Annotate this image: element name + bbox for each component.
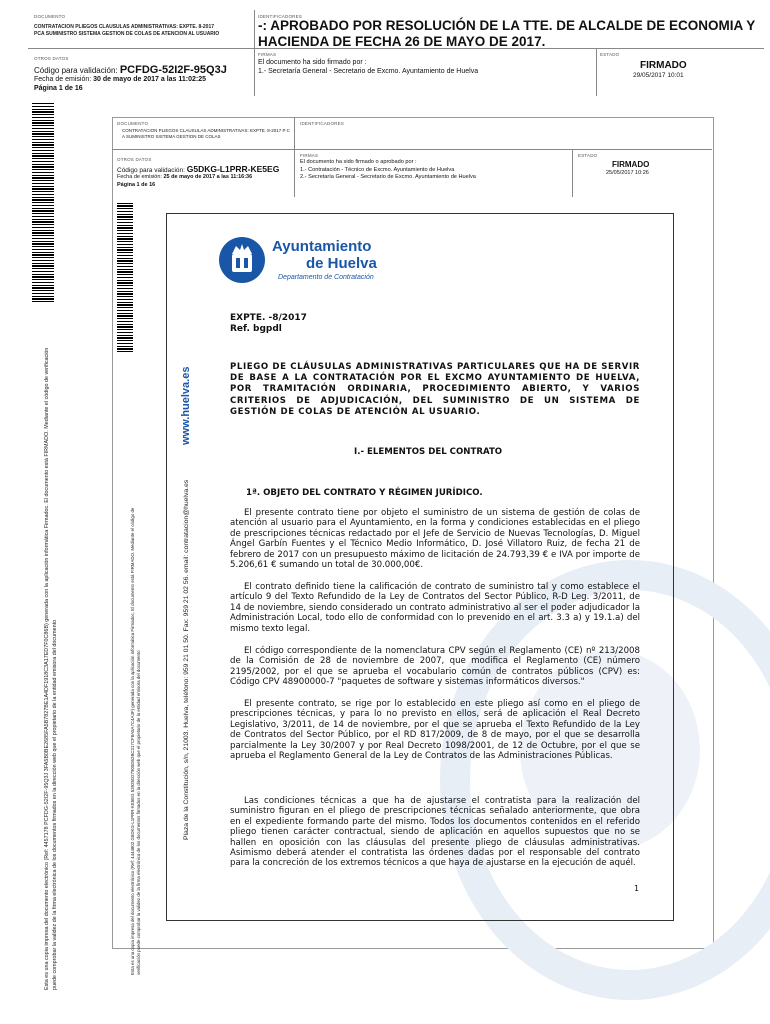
outer-side-text-2: puede comprobar la validez de la firma electrónica de los documentos firmados en la dirección web que el propietario de la entidad emisora del documento xyxy=(52,619,58,990)
inner-validation-prefix: Código para validación: xyxy=(117,167,185,174)
inner-otros-label: OTROS DATOS xyxy=(117,157,152,162)
outer-otros-label: OTROS DATOS xyxy=(34,56,69,61)
inner-emission-prefix: Fecha de emisión: xyxy=(117,174,162,180)
outer-estado-date: 29/05/2017 10:01 xyxy=(633,72,684,79)
inner-doc-label: DOCUMENTO xyxy=(117,121,149,126)
inner-barcode xyxy=(117,202,133,352)
outer-ident-title: -: APROBADO POR RESOLUCIÓN DE LA TTE. DE ALCALDE DE ECONOMIA Y HACIENDA DE FECHA 26 DE MAYO DE 2017. xyxy=(258,18,756,49)
reference: Ref. bgpdl xyxy=(230,324,282,334)
outer-firmas-intro: El documento ha sido firmado por : xyxy=(258,59,367,66)
city-crest-icon xyxy=(218,236,266,284)
inner-firmas-intro: El documento ha sido firmado o aprobado por : xyxy=(300,159,417,165)
outer-emission xyxy=(34,76,206,83)
outer-ident-label: IDENTIFICADORES xyxy=(258,14,303,19)
page-number: 1 xyxy=(634,884,640,893)
paragraph-3: El código correspondiente de la nomenclatura CPV según el Reglamento (CE) nº 213/2008 de la Comisión de 28 de noviembre de 2007, que modifica el Reglamento (CE) número 2195/2002, por el que se aprueba el vocabulario común de contratos públicos (CPV) es: Código CPV 48900000-7 "paquetes de software y sistemas informáticos diversos." xyxy=(230,646,640,688)
outer-side-text-1: Esta es una copia impresa del documento electrónico (Ref: 4457178 PCFDG-52I2F-95Q3J 3FA5B0BE2685FA5B7827BE1A4DF1918C3A17ED7F0C86B) generada con la aplicación informática Firmadoc. El documento está FIRMADO. Mediante el código de verificación xyxy=(44,347,50,990)
outer-estado-label: ESTADO xyxy=(600,52,620,57)
inner-emission xyxy=(117,174,252,180)
inner-side-text-2: verificación puede comprobar la validez de la firma electrónica de los documentos firmados en la dirección web que el propietario de la entidad emisora del documento xyxy=(136,650,141,975)
paragraph-2: El contrato definido tiene la calificación de contrato de suministro tal y como establece el artículo 9 del Texto Refundido de la Ley de Contratos del Sector Público, R-D Leg. 3/2011, de 14 de noviembre, siendo considerado un contrato administrativo al ser el poder adjudicador la Administración Local, todo ello de conformidad con lo prevenido en el art. 3.3 a) y 19.1.a) del mismo texto legal. xyxy=(230,582,640,634)
outer-firmas-label: FIRMAS xyxy=(258,52,277,57)
outer-page: Página 1 de 16 xyxy=(34,85,83,92)
inner-estado-date: 25/05/2017 10:26 xyxy=(606,170,649,176)
inner-estado-label: ESTADO xyxy=(578,153,598,158)
outer-doc-text: CONTRATACION PLIEGOS CLAUSULAS ADMINISTRATIVAS: EXPTE. 8-2017 PCA SUMINISTRO SISTEMA GESTION DE COLAS DE ATENCION AL USUARIO xyxy=(34,24,220,37)
outer-barcode xyxy=(32,102,54,302)
inner-page: Página 1 de 16 xyxy=(117,182,156,188)
outer-emission-prefix: Fecha de emisión: xyxy=(34,76,92,83)
outer-firmas-1: 1.- Secretaría General - Secretario de Excmo. Ayuntamiento de Huelva xyxy=(258,68,479,75)
outer-validation xyxy=(34,64,227,76)
paragraph-1: El presente contrato tiene por objeto el suministro de un sistema de gestión de colas de atención al usuario para el Ayuntamiento, en la forma y condiciones establecidas en el pliego de prescripciones técnicas redactado por el Jefe de Servicio de Nuevas Tecnologías, D. Miguel Ángel Garbín Fuentes y el Técnico Medio Informático, D. José Villatoro Ruiz, de fecha 21 de febrero de 2017 con un presupuesto máximo de licitación de 24.793,39 € e IVA por importe de 5.206,61 € sumando un total de 30.000,00€. xyxy=(230,508,640,571)
inner-estado: FIRMADO xyxy=(612,160,650,169)
inner-validation xyxy=(117,164,279,174)
subsection-heading: 1ª. OBJETO DEL CONTRATO Y RÉGIMEN JURÍDICO. xyxy=(246,488,483,498)
inner-ident-label: IDENTIFICADORES xyxy=(300,121,345,126)
contact-address: Plaza de la Constitución, s/n, 21003. Huelva, teléfono: 959 21 01 50. Fax: 959 21 02 56. email: contratacion@huelva.es xyxy=(183,479,190,840)
logo-department: Departamento de Contratación xyxy=(278,274,374,281)
outer-doc-label: DOCUMENTO xyxy=(34,14,66,19)
outer-validation-code: PCFDG-52I2F-95Q3J xyxy=(119,64,227,76)
outer-validation-prefix: Código para validación: xyxy=(34,66,118,75)
logo-name-line1: Ayuntamiento xyxy=(272,238,372,255)
paragraph-4: El presente contrato, se rige por lo establecido en este pliego así como en el pliego de prescripciones técnicas, y para lo no previsto en ellos, será de aplicación el Real Decreto Legislativo, 3/2011, de 14 de noviembre, por el que se aprueba el Texto Refundido de la Ley de Contratos del Sector Público, por el RD 817/2009, de 8 de mayo, por el que se desarrolla parcialmente la Ley 30/2007 y por Real Decreto 1098/2001, de 12 de Octubre, por el que se aprueba el Reglamento General de la Ley de Contratos de las Administraciones Públicas. xyxy=(230,699,640,762)
expte-number: EXPTE. -8/2017 xyxy=(230,313,307,323)
inner-validation-code: G5DKG-L1PRR-KE5EG xyxy=(186,164,280,174)
inner-firmas-label: FIRMAS xyxy=(300,153,319,158)
outer-emission-date: 30 de mayo de 2017 a las 11:02:25 xyxy=(93,76,207,83)
inner-doc-text: CONTRATACION PLIEGOS CLAUSULAS ADMINISTRATIVAS: EXPTE. 8-2017 P C A SUMINISTRO SISTEMA GESTION DE COLAS xyxy=(122,128,290,139)
inner-firmas-2: 2.- Secretaría General - Secretario de Excmo. Ayuntamiento de Huelva xyxy=(300,174,476,180)
inner-emission-date: 25 de mayo de 2017 a las 11:16:36 xyxy=(163,174,253,180)
document-title: PLIEGO DE CLÁUSULAS ADMINISTRATIVAS PARTICULARES QUE HA DE SERVIR DE BASE A LA CONTRATACIÓN POR EL EXCMO AYUNTAMIENTO DE HUELVA, POR TRAMITACIÓN ORDINARIA, PROCEDIMIENTO ABIERTO, Y VARIOS CRITERIOS DE ADJUDICACIÓN, DEL SUMINISTRO DE UN SISTEMA DE GESTIÓN DE COLAS DE ATENCIÓN AL USUARIO. xyxy=(230,362,640,417)
paragraph-5: Las condiciones técnicas a que ha de ajustarse el contratista para la realización del suministro figuran en el pliego de prescripciones técnicas señalado anteriormente, que obra en el expediente formando parte del mismo. Todos los documentos contenidos en el referido pliego tienen carácter contractual, siendo de aplicación en aquellos supuestos que no se hallen en oposición con las cláusulas del presente pliego de cláusulas administrativas. Asimismo deberá atender el contratista las órdenes dadas por el responsable del contrato para la concreción de los extremos técnicos a que haya de ajustarse en la ejecución de aquél. xyxy=(230,796,640,869)
inner-side-text-1: Esta es una copia impresa del documento electrónico (Ref: 4444802 G5DKG-L1PRR-KE5EG 53925D27905D52BC317CF8A5A7C4A3F) generada con la aplicación informática Firmadoc. El documento está FIRMADO. Mediante el código de xyxy=(130,507,135,975)
inner-firmas-1: 1.- Contratación - Técnico de Excmo. Ayuntamiento de Huelva xyxy=(300,167,455,173)
section-heading: I.- ELEMENTOS DEL CONTRATO xyxy=(354,447,503,457)
website: www.huelva.es xyxy=(180,366,192,445)
outer-estado: FIRMADO xyxy=(640,60,687,71)
logo-name-line2: de Huelva xyxy=(306,255,377,272)
